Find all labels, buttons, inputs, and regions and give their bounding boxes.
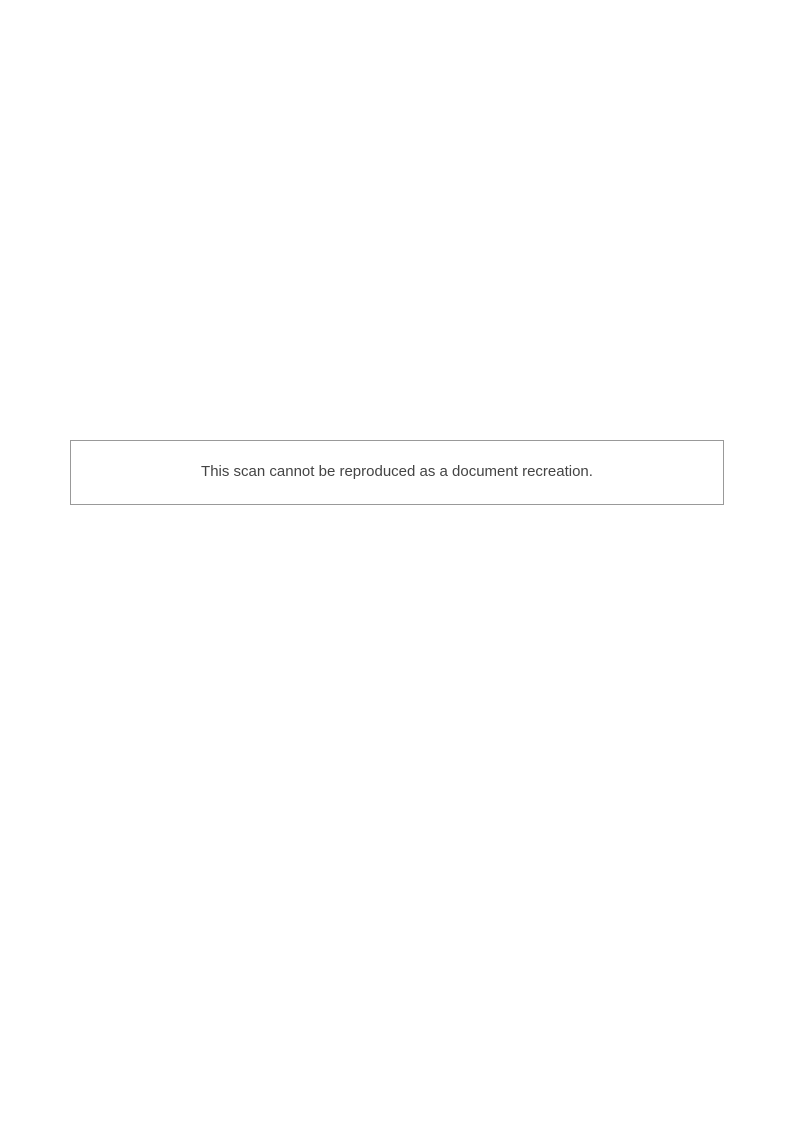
notice: This scan cannot be reproduced as a document recreation. xyxy=(70,440,724,505)
